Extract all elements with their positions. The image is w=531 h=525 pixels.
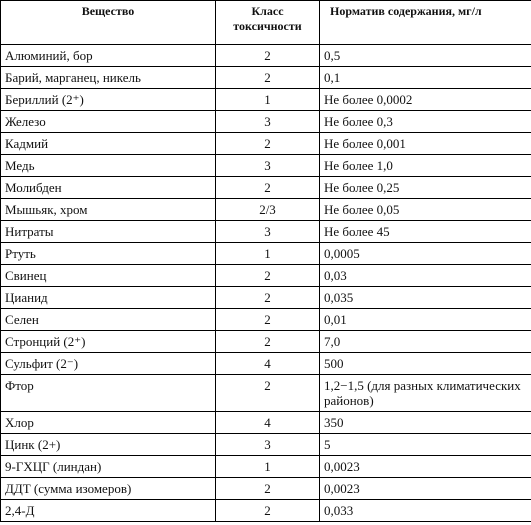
table-row: [1, 412, 531, 434]
header-row: [1, 1, 531, 45]
cell-substance: Ртуть: [1, 243, 216, 265]
cell-toxicity-class: 2: [216, 331, 320, 353]
cell-norm: 7,0: [320, 331, 531, 353]
cell-norm: Не более 1,0: [320, 155, 531, 177]
cell-substance: Алюминий, бор: [1, 45, 216, 67]
cell-substance: Молибден: [1, 177, 216, 199]
cell-norm: Не более 0,0002: [320, 89, 531, 111]
table-body: [1, 45, 531, 522]
cell-norm: 0,5: [320, 45, 531, 67]
cell-toxicity-class: 2: [216, 309, 320, 331]
cell-toxicity-class: 2: [216, 265, 320, 287]
cell-substance: Цинк (2+): [1, 434, 216, 456]
cell-substance: ДДТ (сумма изомеров): [1, 478, 216, 500]
cell-norm: 0,0023: [320, 478, 531, 500]
cell-norm: 0,033: [320, 500, 531, 522]
cell-norm: 0,01: [320, 309, 531, 331]
cell-norm: 0,035: [320, 287, 531, 309]
cell-norm: 0,03: [320, 265, 531, 287]
table-row: [1, 309, 531, 331]
cell-toxicity-class: 2: [216, 67, 320, 89]
cell-toxicity-class: 3: [216, 434, 320, 456]
table-row: [1, 478, 531, 500]
cell-substance: Железо: [1, 111, 216, 133]
cell-substance: Фтор: [1, 375, 216, 412]
cell-norm: 500: [320, 353, 531, 375]
cell-toxicity-class: 2/3: [216, 199, 320, 221]
table-row: [1, 199, 531, 221]
cell-norm: 0,0005: [320, 243, 531, 265]
cell-toxicity-class: 4: [216, 353, 320, 375]
cell-toxicity-class: 1: [216, 456, 320, 478]
cell-substance: Нитраты: [1, 221, 216, 243]
cell-toxicity-class: 1: [216, 243, 320, 265]
cell-toxicity-class: 4: [216, 412, 320, 434]
table-row: [1, 67, 531, 89]
cell-substance: Стронций (2⁺): [1, 331, 216, 353]
cell-norm: 0,0023: [320, 456, 531, 478]
cell-toxicity-class: 2: [216, 133, 320, 155]
cell-toxicity-class: 2: [216, 287, 320, 309]
table-row: [1, 434, 531, 456]
table-row: [1, 45, 531, 67]
table-row: [1, 155, 531, 177]
table-row: [1, 243, 531, 265]
cell-toxicity-class: 1: [216, 89, 320, 111]
cell-norm: 0,1: [320, 67, 531, 89]
cell-substance: Селен: [1, 309, 216, 331]
cell-substance: Свинец: [1, 265, 216, 287]
table-row: [1, 265, 531, 287]
table-row: [1, 375, 531, 412]
cell-substance: Сульфит (2⁻): [1, 353, 216, 375]
table-row: [1, 221, 531, 243]
cell-norm: Не более 45: [320, 221, 531, 243]
table-row: [1, 133, 531, 155]
cell-toxicity-class: 3: [216, 221, 320, 243]
cell-substance: Бериллий (2⁺): [1, 89, 216, 111]
table-row: [1, 111, 531, 133]
cell-substance: Хлор: [1, 412, 216, 434]
cell-substance: Барий, марганец, никель: [1, 67, 216, 89]
table-row: [1, 331, 531, 353]
header-norm: Норматив содержания, мг/л: [320, 1, 531, 45]
cell-toxicity-class: 2: [216, 177, 320, 199]
cell-substance: Кадмий: [1, 133, 216, 155]
cell-norm: Не более 0,05: [320, 199, 531, 221]
cell-norm: Не более 0,001: [320, 133, 531, 155]
header-substance: Вещество: [1, 1, 216, 45]
cell-norm: 1,2−1,5 (для разных климатических районов): [320, 375, 531, 412]
cell-norm: 5: [320, 434, 531, 456]
cell-toxicity-class: 2: [216, 500, 320, 522]
cell-toxicity-class: 2: [216, 478, 320, 500]
cell-norm: Не более 0,25: [320, 177, 531, 199]
table-row: [1, 456, 531, 478]
cell-toxicity-class: 2: [216, 45, 320, 67]
cell-substance: 2,4-Д: [1, 500, 216, 522]
header-toxicity-class: Класс токсичности: [216, 1, 320, 45]
table-row: [1, 287, 531, 309]
cell-norm: 350: [320, 412, 531, 434]
table-row: [1, 500, 531, 522]
cell-substance: Мышьяк, хром: [1, 199, 216, 221]
table-row: [1, 89, 531, 111]
cell-substance: Цианид: [1, 287, 216, 309]
cell-norm: Не более 0,3: [320, 111, 531, 133]
table-row: [1, 177, 531, 199]
cell-toxicity-class: 3: [216, 155, 320, 177]
cell-substance: Медь: [1, 155, 216, 177]
cell-substance: 9-ГХЦГ (линдан): [1, 456, 216, 478]
cell-toxicity-class: 2: [216, 375, 320, 412]
table-row: [1, 353, 531, 375]
cell-toxicity-class: 3: [216, 111, 320, 133]
